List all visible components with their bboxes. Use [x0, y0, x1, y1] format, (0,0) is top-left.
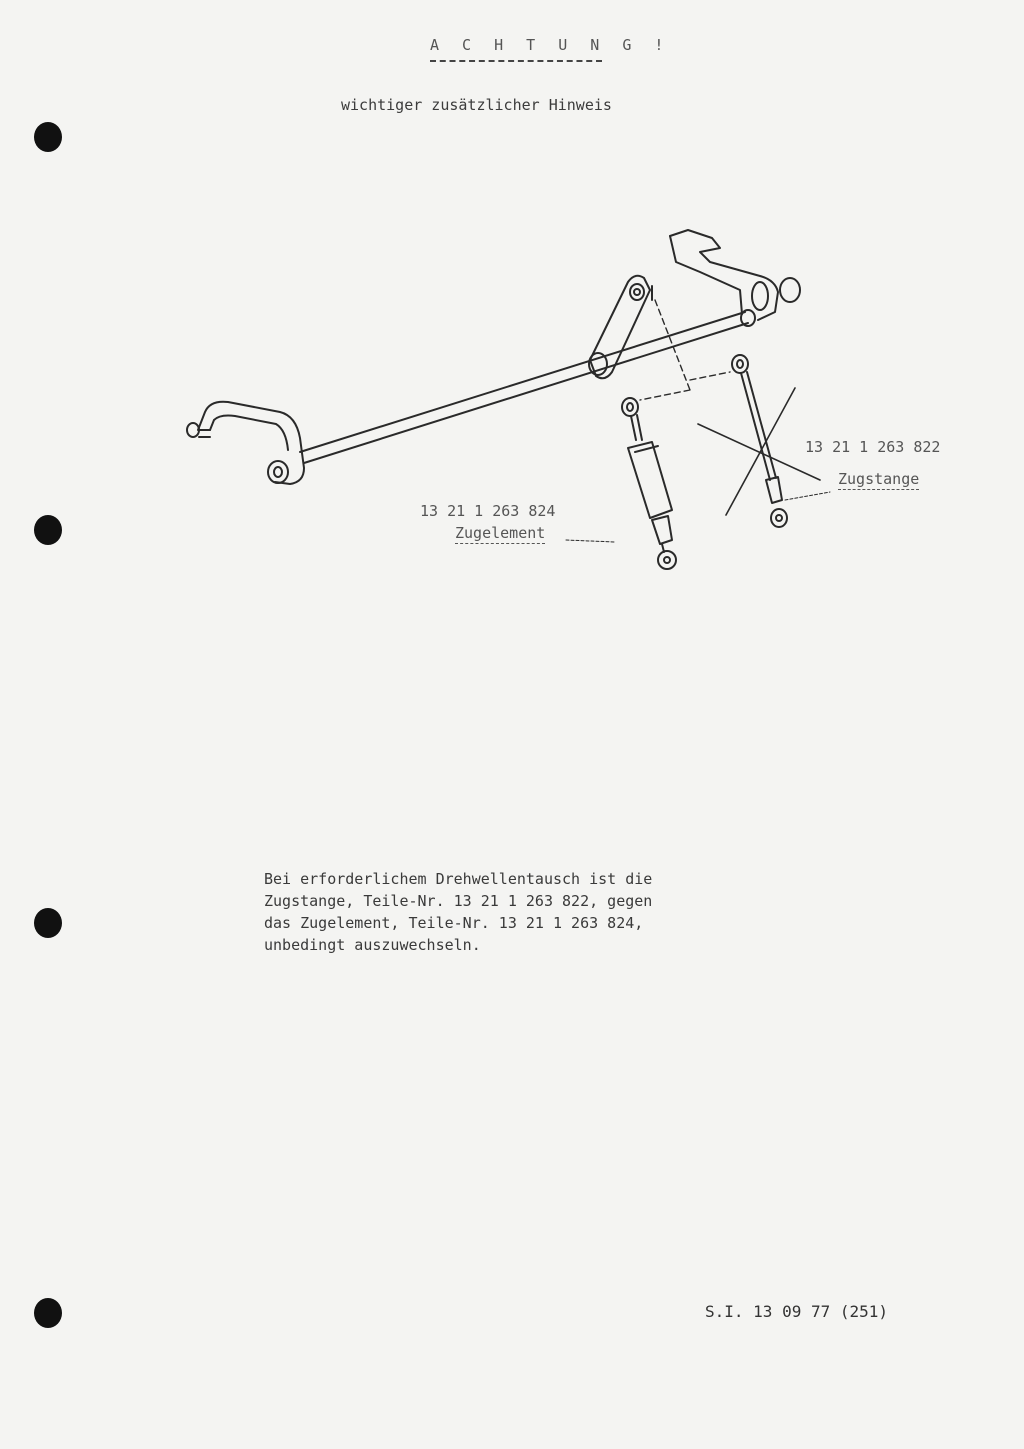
leader-lines: [566, 492, 830, 542]
document-reference: S.I. 13 09 77 (251): [705, 1302, 889, 1321]
instruction-line: Zugstange, Teile-Nr. 13 21 1 263 822, gegen: [264, 892, 653, 910]
instruction-line: unbedingt auszuwechseln.: [264, 936, 481, 954]
punch-hole-3: [34, 908, 62, 938]
tension-element-part: [622, 398, 676, 569]
left-lever: [187, 402, 304, 484]
instruction-line: das Zugelement, Teile-Nr. 13 21 1 263 824,: [264, 914, 644, 932]
right-bracket: [670, 230, 800, 326]
torsion-shaft: [300, 312, 748, 463]
page-title: A C H T U N G !: [430, 36, 671, 54]
page-subtitle: wichtiger zusätzlicher Hinweis: [341, 96, 612, 114]
cross-out-mark: [698, 388, 820, 515]
tension-element-part-number: 13 21 1 263 824: [420, 502, 556, 520]
tie-rod-part: [732, 355, 787, 527]
tie-rod-part-number: 13 21 1 263 822: [805, 438, 941, 456]
tie-rod-label: Zugstange: [838, 470, 920, 488]
assembly-guide-line: [640, 300, 730, 400]
instruction-line: Bei erforderlichem Drehwellentausch ist die: [264, 870, 653, 888]
punch-hole-4: [34, 1298, 62, 1328]
instruction-paragraph: [264, 868, 784, 956]
tension-element-label: Zugelement: [455, 524, 546, 542]
